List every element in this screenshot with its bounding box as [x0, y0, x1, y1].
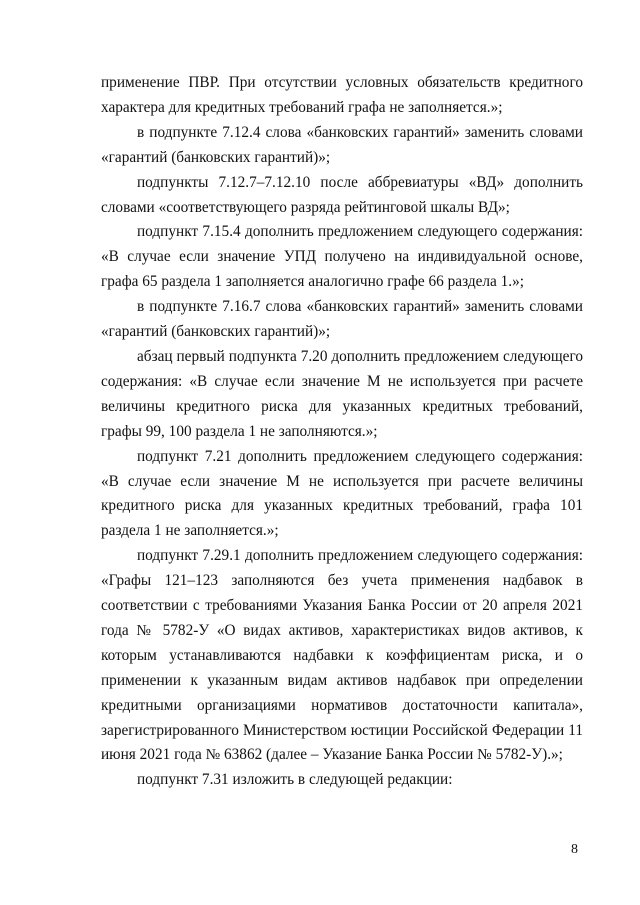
- document-body: [101, 71, 583, 793]
- paragraph-7-12-7: подпункты 7.12.7–7.12.10 после аббревиатуры «ВД» дополнить словами «соответствующего разряда рейтинговой шкалы ВД»;: [101, 173, 583, 216]
- page-number: 8: [571, 842, 578, 857]
- paragraph-continuation: применение ПВР. При отсутствии условных обязательств кредитного характера для кредитных требований графа не заполняется.»;: [101, 74, 583, 116]
- paragraph-7-31: подпункт 7.31 изложить в следующей редакции:: [137, 771, 453, 789]
- paragraph-7-12-4: в подпункте 7.12.4 слова «банковских гарантий» заменить словами «гарантий (банковских гарантий)»;: [101, 123, 583, 166]
- paragraph-7-15-4: подпункт 7.15.4 дополнить предложением следующего содержания: «В случае если значение УПД получено на индивидуальной основе, графа 65 раздела 1 заполняется аналогично графе 66 раздела 1.»;: [101, 223, 583, 291]
- paragraph-7-21: подпункт 7.21 дополнить предложением следующего содержания: «В случае если значение М не используется при расчете величины кредитного риска для указанных кредитных требований, графа 101 раздела 1 не заполняется.»;: [101, 447, 583, 540]
- paragraph-7-29-1: подпункт 7.29.1 дополнить предложением следующего содержания: «Графы 121–123 заполняются без учета применения надбавок в соответствии с требованиями Указания Банка России от 20 апреля 2021 года № 5782-У «О видах активов, характеристиках видов активов, к которым устанавливаются надбавки к коэффициентам риска, и о применении к указанным видам активов надбавок при определении кредитными организациями нормативов достаточности капитала», зарегистрированного Министерством юстиции Российской Федерации 11 июня 2021 года № 63862 (далее – Указание Банка России № 5782-У).»;: [101, 547, 583, 764]
- paragraph-7-20: абзац первый подпункта 7.20 дополнить предложением следующего содержания: «В случае если значение М не используется при расчете величины кредитного риска для указанных кредитных требований, графы 99, 100 раздела 1 не заполняются.»;: [101, 347, 583, 440]
- paragraph-7-16-7: в подпункте 7.16.7 слова «банковских гарантий» заменить словами «гарантий (банковских гарантий)»;: [101, 298, 583, 341]
